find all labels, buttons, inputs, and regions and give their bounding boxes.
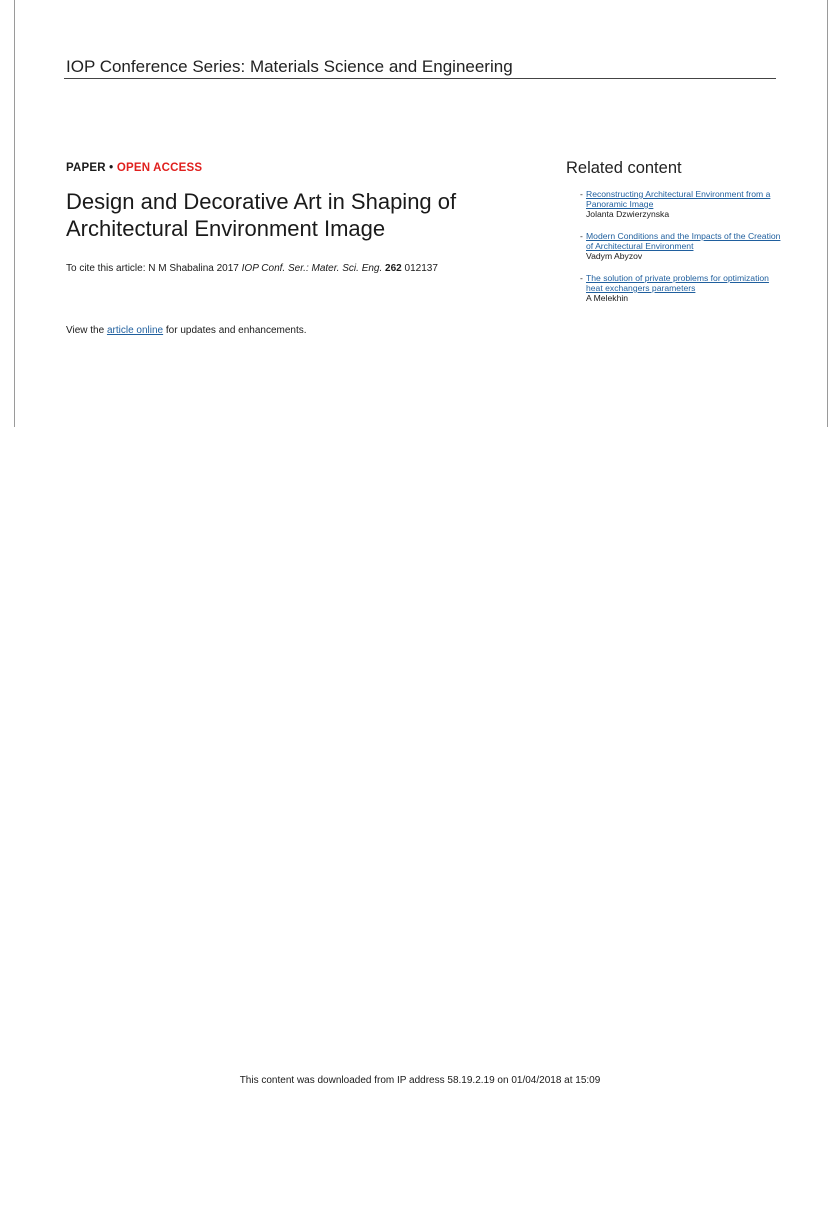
paper-type: PAPER [66, 162, 106, 174]
paper-label [66, 162, 202, 174]
related-content-heading: Related content [566, 159, 682, 177]
related-item-link[interactable]: Modern Conditions and the Impacts of the Creation of Architectural Environment [586, 231, 781, 251]
citation-article-number: 012137 [404, 263, 438, 274]
list-dash: - [580, 189, 583, 199]
citation [66, 263, 438, 274]
related-item [580, 189, 786, 219]
download-note: This content was downloaded from IP address 58.19.2.19 on 01/04/2018 at 15:09 [239, 1075, 601, 1086]
related-item-link[interactable]: Reconstructing Architectural Environment from a Panoramic Image [586, 189, 771, 209]
related-item-link[interactable]: The solution of private problems for optimization heat exchangers parameters [586, 273, 769, 293]
list-dash: - [580, 231, 583, 241]
list-dash: - [580, 273, 583, 283]
related-item-author: Jolanta Dzwierzynska [586, 209, 670, 219]
label-separator: • [105, 162, 117, 174]
related-content-list [580, 189, 786, 315]
view-suffix: for updates and enhancements. [163, 325, 307, 336]
article-title: Design and Decorative Art in Shaping of Architectural Environment Image [66, 189, 457, 241]
related-item-author: A Melekhin [586, 293, 629, 303]
view-online-note [66, 325, 307, 336]
right-margin-line [827, 0, 828, 427]
view-prefix: View the [66, 325, 107, 336]
citation-prefix: To cite this article: N M Shabalina 2017 [66, 263, 242, 274]
related-item-author: Vadym Abyzov [586, 251, 643, 261]
article-online-link[interactable]: article online [106, 325, 164, 336]
related-item [580, 231, 786, 261]
series-title: IOP Conference Series: Materials Science and Engineering [66, 57, 513, 76]
left-margin-line [14, 0, 15, 427]
open-access-badge: OPEN ACCESS [116, 162, 203, 174]
citation-journal: IOP Conf. Ser.: Mater. Sci. Eng. [241, 263, 383, 274]
related-item [580, 273, 786, 303]
header-rule [64, 78, 776, 79]
citation-volume: 262 [385, 263, 402, 274]
